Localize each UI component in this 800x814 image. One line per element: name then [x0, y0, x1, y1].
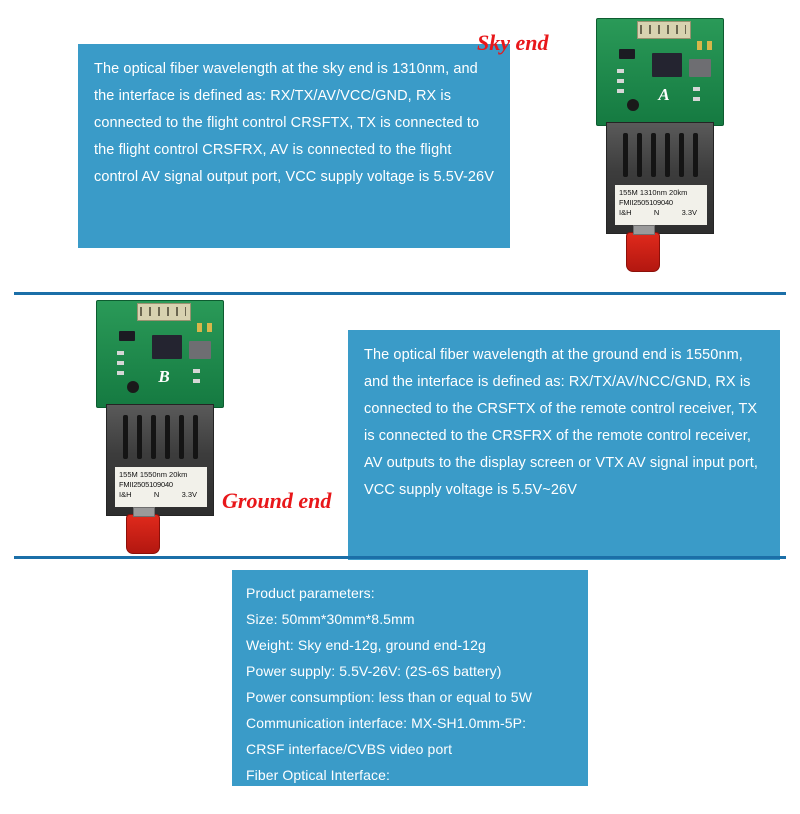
module-label-voltage: 3.3V [681, 208, 697, 217]
ground-end-description-panel [348, 330, 780, 560]
pcb-chip-secondary [189, 341, 211, 359]
pcb-smd [617, 69, 624, 73]
housing-vent [137, 415, 142, 459]
ground-end-description-text: The optical fiber wavelength at the ground end is 1550nm, and the interface is defined as: RX/TX/AV/NCC/GND, RX is connected to the CRSFTX of the remote control receiver, TX is connected to the CRSFRX of the remote control receiver, AV outputs to the display screen or VTX AV signal input port, VCC supply voltage is 5.5V~26V [364, 347, 759, 498]
ground-end-board-letter: B [158, 367, 170, 386]
ground-end-module-label [115, 467, 207, 507]
ground-end-device-photo [78, 300, 224, 562]
product-parameters-title: Product parameters: [246, 585, 375, 601]
parameter-line: Communication interface: MX-SH1.0mm-5P: [246, 715, 527, 731]
ground-end-fiber-ferrule-cap [126, 514, 160, 554]
sky-end-device-photo [578, 18, 724, 280]
connector-pins [140, 307, 186, 316]
module-label-line3 [619, 208, 703, 218]
parameter-line: Fiber Optical Interface: [246, 767, 391, 783]
pcb-gold-pad [207, 323, 212, 332]
parameter-line: Weight: Sky end-12g, ground end-12g [246, 637, 486, 653]
sky-end-board-letter: A [658, 85, 670, 104]
sky-end-metal-housing [606, 122, 714, 234]
pcb-smd [117, 371, 124, 375]
pcb-smd [693, 97, 700, 101]
sky-end-module-label [615, 185, 707, 225]
ferrule-neck [133, 507, 155, 517]
housing-vent [179, 415, 184, 459]
pcb-smd [617, 89, 624, 93]
housing-vent [165, 415, 170, 459]
connector-pins [640, 25, 686, 34]
housing-vent [623, 133, 628, 177]
module-label-mid: N [153, 490, 160, 499]
sky-end-fiber-ferrule-cap [626, 232, 660, 272]
module-label-vendor: I&H [619, 208, 632, 217]
housing-vent [665, 133, 670, 177]
pcb-gold-pad [197, 323, 202, 332]
pcb-smd [117, 361, 124, 365]
divider-2 [14, 556, 786, 559]
module-label-mid: N [653, 208, 660, 217]
pcb-smd [617, 79, 624, 83]
ferrule-neck [633, 225, 655, 235]
module-label-vendor: I&H [119, 490, 132, 499]
ground-end-pcb [96, 300, 224, 408]
pcb-capacitor [627, 99, 639, 111]
pcb-chip-main [152, 335, 182, 359]
parameter-line: Power supply: 5.5V-26V: (2S-6S battery) [246, 663, 502, 679]
sky-end-label: Sky end [477, 30, 549, 55]
pcb-capacitor [127, 381, 139, 393]
sky-end-description-panel [78, 44, 510, 248]
pcb-chip-main [652, 53, 682, 77]
pcb-smd [193, 379, 200, 383]
housing-vent [123, 415, 128, 459]
pcb-gold-pad [707, 41, 712, 50]
pcb-chip-small [119, 331, 135, 341]
ground-end-metal-housing [106, 404, 214, 516]
divider-1 [14, 292, 786, 295]
pcb-chip-secondary [689, 59, 711, 77]
housing-vent [693, 133, 698, 177]
sky-end-board-connector [637, 21, 691, 39]
housing-vent [151, 415, 156, 459]
ground-end-label: Ground end [222, 488, 332, 513]
housing-vent [193, 415, 198, 459]
pcb-chip-small [619, 49, 635, 59]
module-label-line1: 155M 1310nm 20km [619, 188, 688, 197]
module-label-line3 [119, 490, 203, 500]
sky-end-description-text: The optical fiber wavelength at the sky end is 1310nm, and the interface is defined as: RX/TX/AV/VCC/GND, RX is connected to the flight control CRSFTX, TX is connected to the flight control CRSFRX, AV is connected to the flight control AV signal output port, VCC supply voltage is 5.5V-26V [94, 61, 494, 185]
pcb-smd [693, 87, 700, 91]
parameter-line: Power consumption: less than or equal to 5W [246, 689, 533, 705]
housing-vent [637, 133, 642, 177]
module-label-line1: 155M 1550nm 20km [119, 470, 188, 479]
parameter-line: Size: 50mm*30mm*8.5mm [246, 611, 415, 627]
module-label-voltage: 3.3V [181, 490, 197, 499]
parameter-line: CRSF interface/CVBS video port [246, 741, 453, 757]
ground-end-board-connector [137, 303, 191, 321]
pcb-gold-pad [697, 41, 702, 50]
housing-vent [679, 133, 684, 177]
housing-vent [651, 133, 656, 177]
sky-end-pcb [596, 18, 724, 126]
parameter-line: FC, Communication Distance: Maximum 20KM [246, 793, 541, 809]
pcb-smd [117, 351, 124, 355]
module-label-line2: FMII2505109040 [619, 198, 673, 207]
product-parameters-panel [232, 570, 588, 809]
module-label-line2: FMII2505109040 [119, 480, 173, 489]
pcb-smd [193, 369, 200, 373]
